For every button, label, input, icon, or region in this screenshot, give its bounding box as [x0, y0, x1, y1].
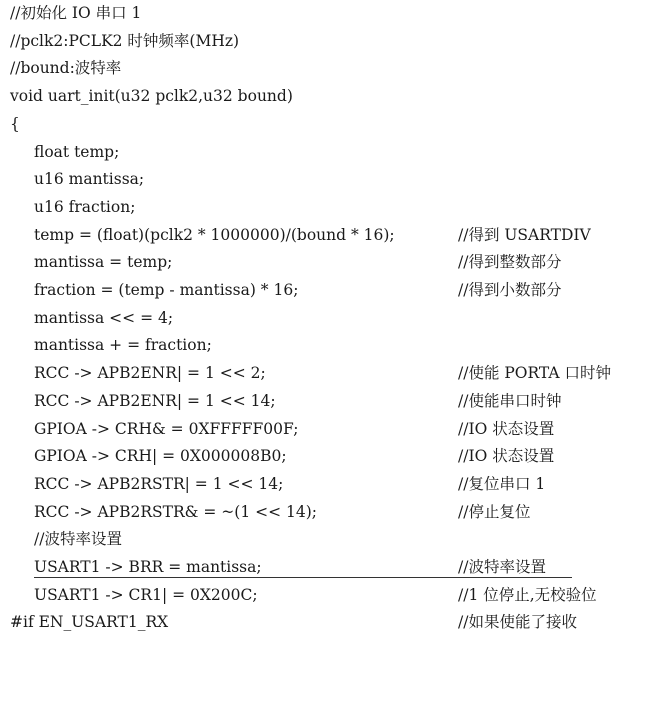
code-comment: //使能 PORTA 口时钟 — [458, 364, 612, 383]
code-line — [0, 83, 662, 111]
code-line — [0, 305, 662, 333]
code-line — [0, 0, 662, 28]
code-text: RCC -> APB2RSTR| = 1 << 14; — [34, 474, 284, 493]
code-comment: //得到小数部分 — [458, 281, 562, 299]
code-comment: //得到 USARTDIV — [458, 225, 591, 244]
code-text: //bound:波特率 — [10, 59, 122, 78]
code-comment: //1 位停止,无校验位 — [458, 585, 597, 604]
code-text: { — [10, 114, 20, 133]
code-line — [0, 166, 662, 194]
code-line — [0, 277, 662, 305]
code-comment: //得到整数部分 — [458, 253, 562, 272]
code-text: temp = (float)(pclk2 * 1000000)/(bound * 16); — [34, 225, 395, 244]
code-line — [0, 222, 662, 250]
code-comment: //使能串口时钟 — [458, 391, 562, 410]
code-text: float temp; — [34, 142, 120, 161]
code-text: mantissa = temp; — [34, 253, 173, 272]
code-text: RCC -> APB2RSTR& = ~(1 << 14); — [34, 502, 317, 521]
code-text: mantissa + = fraction; — [34, 336, 212, 355]
code-text: GPIOA -> CRH& = 0XFFFFF00F; — [34, 419, 299, 438]
code-text: #if EN_USART1_RX — [10, 613, 169, 632]
code-line — [0, 388, 662, 416]
code-comment: //IO 状态设置 — [458, 419, 555, 438]
code-comment: //波特率设置 — [458, 558, 546, 576]
code-text: GPIOA -> CRH| = 0X000008B0; — [34, 447, 287, 466]
code-line — [0, 526, 662, 554]
code-text: //波特率设置 — [34, 530, 122, 549]
code-text: void uart_init(u32 pclk2,u32 bound) — [10, 87, 293, 106]
code-line — [0, 443, 662, 471]
code-line — [0, 111, 662, 139]
code-line — [0, 471, 662, 499]
code-comment: //如果使能了接收 — [458, 613, 577, 632]
code-text: RCC -> APB2ENR| = 1 << 14; — [34, 391, 276, 410]
underline-rule — [34, 577, 572, 578]
code-line — [0, 139, 662, 167]
code-text: //初始化 IO 串口 1 — [10, 4, 142, 22]
code-text: fraction = (temp - mantissa) * 16; — [34, 281, 299, 299]
code-text: USART1 -> BRR = mantissa; — [34, 558, 262, 576]
code-line — [0, 582, 662, 610]
code-line — [0, 360, 662, 388]
code-text: u16 mantissa; — [34, 170, 145, 189]
code-line — [0, 416, 662, 444]
code-line — [0, 249, 662, 277]
code-line — [0, 332, 662, 360]
code-comment: //复位串口 1 — [458, 474, 546, 493]
code-comment: //IO 状态设置 — [458, 447, 555, 466]
code-text: //pclk2:PCLK2 时钟频率(MHz) — [10, 31, 240, 50]
code-line — [0, 609, 662, 637]
code-line — [0, 55, 662, 83]
code-comment: //停止复位 — [458, 502, 531, 521]
code-text: RCC -> APB2ENR| = 1 << 2; — [34, 364, 266, 383]
code-text: mantissa << = 4; — [34, 308, 174, 327]
code-line — [0, 28, 662, 56]
code-text: u16 fraction; — [34, 197, 136, 216]
code-text: USART1 -> CR1| = 0X200C; — [34, 585, 258, 604]
code-line — [0, 499, 662, 527]
code-line — [0, 194, 662, 222]
